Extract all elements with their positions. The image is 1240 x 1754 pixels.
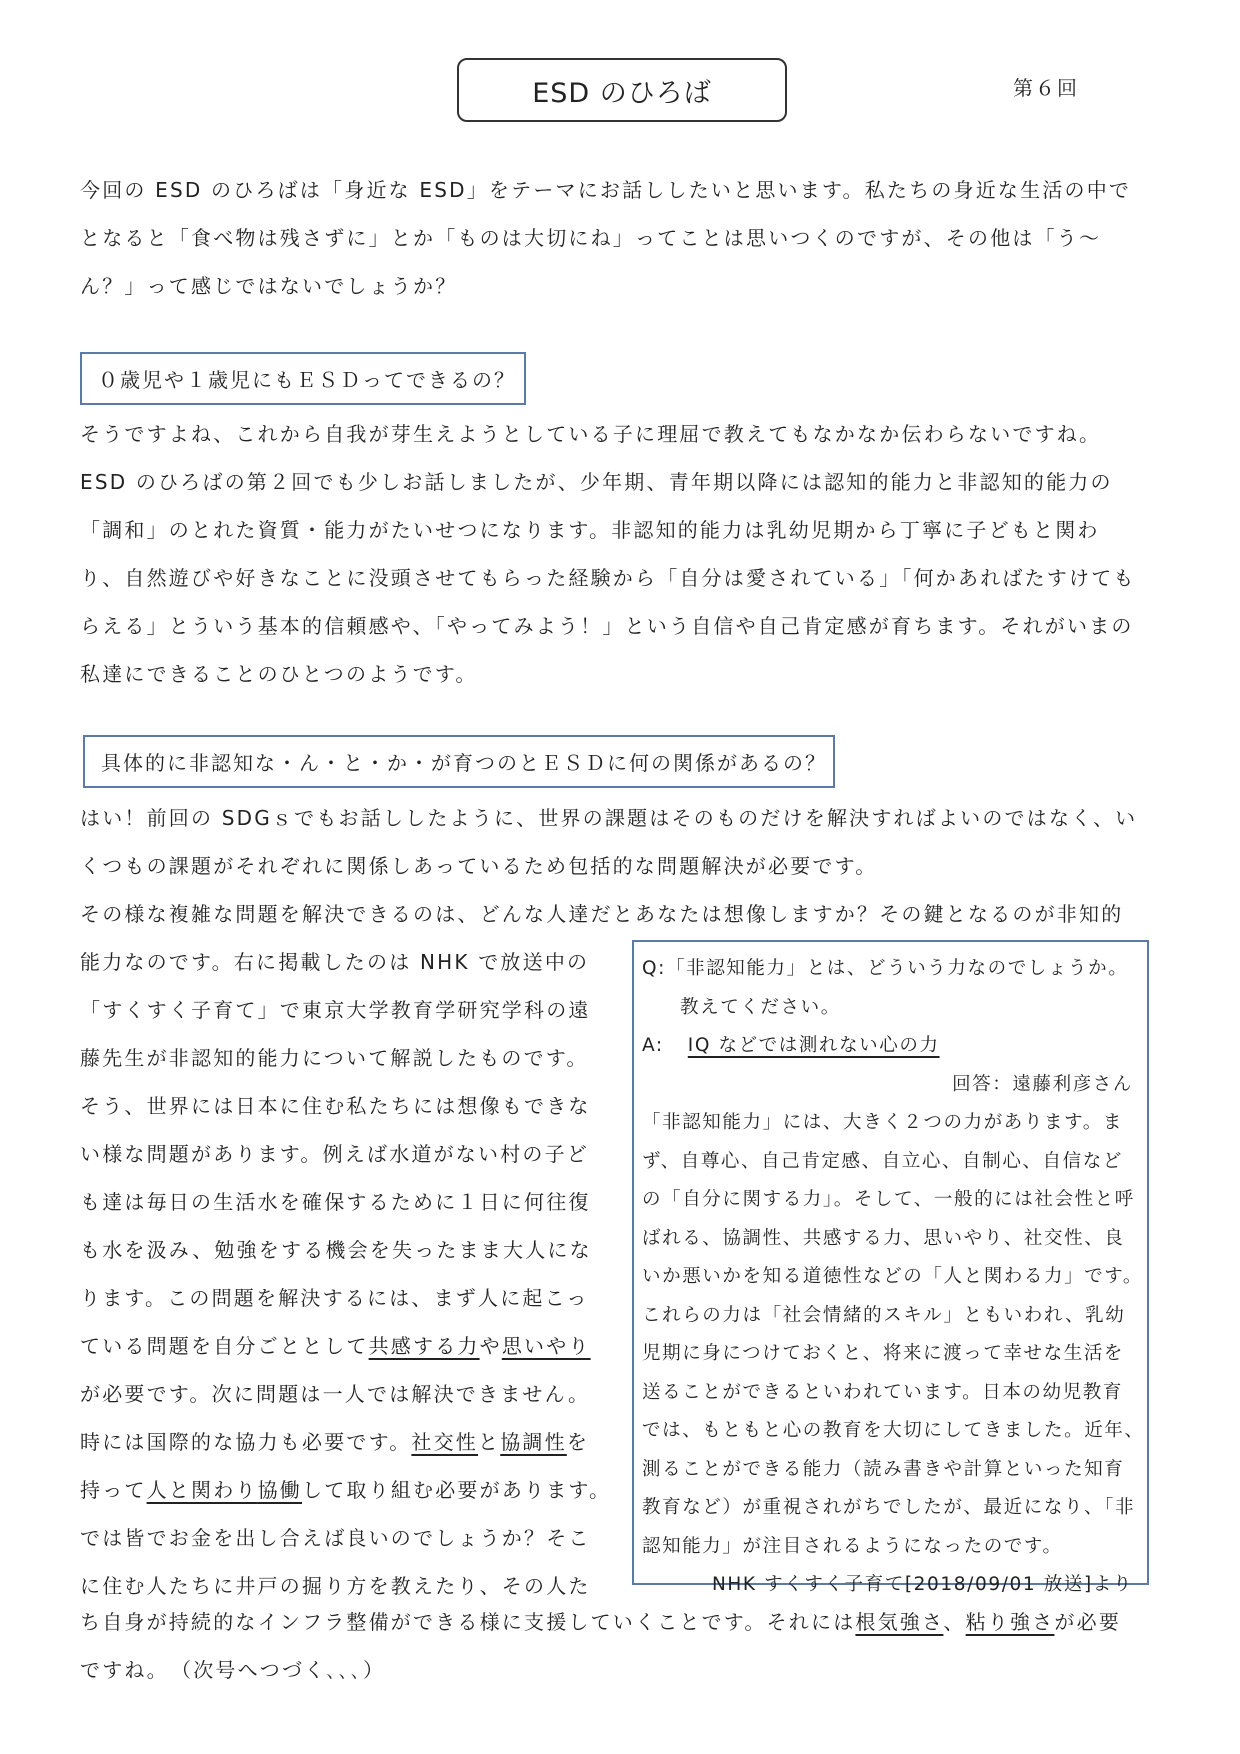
closing-line: ち自身が持続的なインフラ整備ができる様に支援していくことです。それには根気強さ、粘り強さが必要 xyxy=(80,1610,1122,1634)
left-column-text xyxy=(80,938,625,1610)
section1-question: ０歳児や１歳児にもＥＳＤってできるの？ xyxy=(98,368,516,392)
left-line: い様な問題があります。例えば水道がない村の子ど xyxy=(80,1142,589,1166)
left-line: 「すくすく子育て」で東京大学教育学研究学科の遠 xyxy=(80,998,591,1022)
left-line: では皆でお金を出し合えば良いのでしょうか？そこ xyxy=(80,1526,591,1550)
intro-line: ん？」って感じではないでしょうか？ xyxy=(80,274,458,298)
underlined-term: 共感する力 xyxy=(368,1334,480,1358)
qa-body-line: 認知能力」が注目されるようになったのです。 xyxy=(642,1535,1063,1557)
section1-line: らえる」とういう基本的信頼感や、「やってみよう！」という自信や自己肯定感が育ちます。それがいまの xyxy=(80,614,1134,638)
qa-body-line: ず、自尊心、自己肯定感、自立心、自制心、自信など xyxy=(642,1150,1123,1172)
left-line: 能力なのです。右に掲載したのは NHK で放送中の xyxy=(80,950,590,974)
qa-question-line: 教えてください。 xyxy=(680,996,841,1018)
section2-line: その様な複雑な問題を解決できるのは、どんな人達だとあなたは想像しますか？その鍵となるのが非知的 xyxy=(80,902,1124,926)
qa-body-line: では、もともと心の教育を大切にしてきました。近年、 xyxy=(642,1420,1145,1441)
title-box xyxy=(457,58,787,122)
qa-body-line: 「非認知能力」には、大きく２つの力があります。ま xyxy=(642,1112,1123,1133)
section2-question-box xyxy=(83,735,835,788)
left-line: ります。この問題を解決するには、まず人に起こっ xyxy=(80,1286,589,1310)
closing-line: ですね。 （次号へつづく､､､） xyxy=(80,1658,386,1682)
qa-body-line: 児期に身につけておくと、将来に渡って幸せな生活を xyxy=(642,1343,1125,1364)
left-line: が必要です。次に問題は一人では解決できません。 xyxy=(80,1382,591,1406)
underlined-term: 思いやり xyxy=(501,1334,591,1358)
left-line: 時には国際的な協力も必要です。社交性と協調性を xyxy=(80,1430,590,1454)
section2-line: はい！前回の SDGｓでもお話ししたように、世界の課題はそのものだけを解決すればよいのではなく、い xyxy=(80,806,1138,830)
qa-question-line: Q:「非認知能力」とは、どういう力なのでしょうか。 xyxy=(642,958,1129,979)
section1-line: 「調和」のとれた資質・能力がたいせつになります。非認知的能力は乳幼児期から丁寧に子どもと関わ xyxy=(80,518,1100,542)
section1-paragraph xyxy=(80,410,1170,698)
section1-question-box xyxy=(80,352,526,405)
left-line: 持って人と関わり協働して取り組む必要があります。 xyxy=(80,1478,612,1502)
intro-line: となると「食べ物は残さずに」とか「ものは大切にね」ってことは思いつくのですが、その他は「う～ xyxy=(80,226,1102,250)
qa-body-line: いか悪いかを知る道徳性などの「人と関わる力」です。 xyxy=(642,1266,1144,1287)
left-line: 藤先生が非認知的能力について解説したものです。 xyxy=(80,1046,589,1070)
underlined-term: 粘り強さ xyxy=(965,1610,1055,1634)
qa-body-line: これらの力は「社会情緒的スキル」ともいわれ、乳幼 xyxy=(642,1304,1126,1326)
issue-number: 第６回 xyxy=(1013,76,1079,100)
qa-body-line: 教育など）が重視されがちでしたが、最近になり、「非 xyxy=(642,1497,1136,1518)
page-title: ESD のひろば xyxy=(532,77,712,109)
left-line: に住む人たちに井戸の掘り方を教えたり、その人た xyxy=(80,1574,591,1598)
section2-question: 具体的に非認知な・ん・と・か・が育つのとＥＳＤに何の関係があるの？ xyxy=(101,751,827,775)
left-line: も水を汲み、勉強をする機会を失ったまま大人にな xyxy=(80,1238,592,1262)
section1-line: ESD のひろばの第２回でも少しお話しましたが、少年期、青年期以降には認知的能力と非認知的能力の xyxy=(80,470,1113,494)
underlined-term: 社交性 xyxy=(411,1430,479,1454)
qa-body-line: 送ることができるといわれています。日本の幼児教育 xyxy=(642,1381,1123,1403)
qa-body-line: の「自分に関する力」。そして、一般的には社会性と呼 xyxy=(642,1189,1135,1210)
left-line: も達は毎日の生活水を確保するために１日に何往復 xyxy=(80,1190,591,1214)
left-line: そう、世界には日本に住む私たちには想像もできな xyxy=(80,1094,591,1118)
qa-body-line: ばれる、協調性、共感する力、思いやり、社交性、良 xyxy=(642,1227,1125,1249)
qa-box xyxy=(632,940,1149,1595)
section1-line: そうですよね、これから自我が芽生えようとしている子に理屈で教えてもなかなか伝わらないですね。 xyxy=(80,422,1102,446)
section1-line: 私達にできることのひとつのようです。 xyxy=(80,662,478,686)
qa-answer-prefix: A: xyxy=(642,1035,664,1056)
closing-paragraph xyxy=(80,1598,1170,1694)
left-line: ている問題を自分ごととして共感する力や思いやり xyxy=(80,1334,591,1358)
qa-source: NHK すくすく子育て[2018/09/01 放送]より xyxy=(711,1574,1133,1595)
section2-paragraph xyxy=(80,794,1170,938)
qa-answer-line xyxy=(642,1027,1137,1066)
intro-paragraph xyxy=(80,166,1170,310)
underlined-term: 人と関わり xyxy=(146,1478,258,1502)
section1-line: り、自然遊びや好きなことに没頭させてもらった経験から「自分は愛されている」「何かあればたすけても xyxy=(80,566,1136,590)
underlined-term: 協働 xyxy=(257,1478,303,1502)
qa-answer-text: IQ などでは測れない心の力 xyxy=(687,1035,940,1056)
underlined-term: 協調性 xyxy=(500,1430,567,1454)
intro-line: 今回の ESD のひろばは「身近な ESD」をテーマにお話ししたいと思います。私たちの身近な生活の中で xyxy=(80,178,1132,202)
qa-body-line: 測ることができる能力（読み書きや計算といった知育 xyxy=(642,1458,1125,1480)
underlined-term: 根気強さ xyxy=(855,1610,944,1634)
qa-answerer: 回答：遠藤利彦さん xyxy=(952,1073,1133,1095)
section2-line: くつもの課題がそれぞれに関係しあっているため包括的な問題解決が必要です。 xyxy=(80,854,878,878)
